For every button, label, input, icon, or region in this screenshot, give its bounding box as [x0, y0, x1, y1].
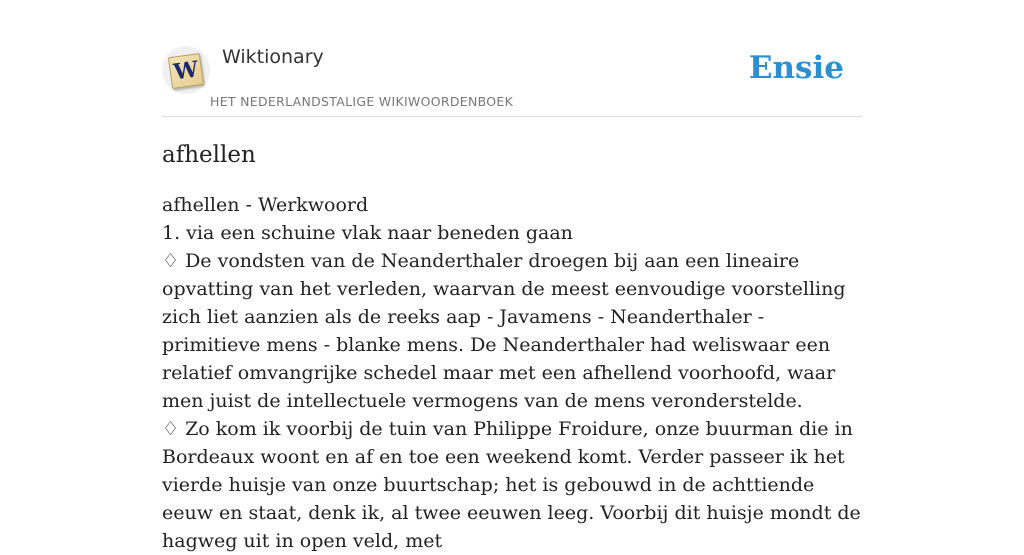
site-name[interactable]: Wiktionary: [222, 46, 324, 68]
example-sentence-2: ♢ Zo kom ik voorbij de tuin van Philippe Froidure, onze buurman die in Bordeaux woont en af en toe een weekend komt. Verder passeer ik het vierde huisje van onze buurtschap; het is gebouwd in de achttiende eeuw en staat, denk ik, al twee eeuwen leeg. Voorbij dit huisje mondt de hagweg uit in open veld, met: [162, 418, 861, 552]
entry-heading: afhellen - Werkwoord: [162, 194, 369, 216]
entry-definition: 1. via een schuine vlak naar beneden gaan: [162, 222, 573, 244]
example-sentence-1: ♢ De vondsten van de Neanderthaler droegen bij aan een lineaire opvatting van het verleden, waarvan de meest eenvoudige voorstelling zich liet aanzien als de reeks aap - Javamens - Neanderthaler - primitieve mens - blanke mens. De Neanderthaler had weliswaar een relatief omvangrijke schedel maar met een afhellend voorhoofd, waar men juist de intellectuele vermogens van de mens veronderstelde.: [162, 250, 846, 412]
entry-title: afhellen: [162, 142, 256, 168]
ensie-brand-logo[interactable]: Ensie: [748, 50, 844, 86]
site-header: [162, 0, 862, 117]
entry-content: [162, 138, 862, 555]
site-tagline: HET NEDERLANDSTALIGE WIKIWOORDENBOEK: [210, 94, 514, 109]
entry-body: [162, 191, 862, 555]
wiktionary-logo[interactable]: [162, 46, 210, 94]
logo-tile-icon: W: [168, 53, 204, 89]
